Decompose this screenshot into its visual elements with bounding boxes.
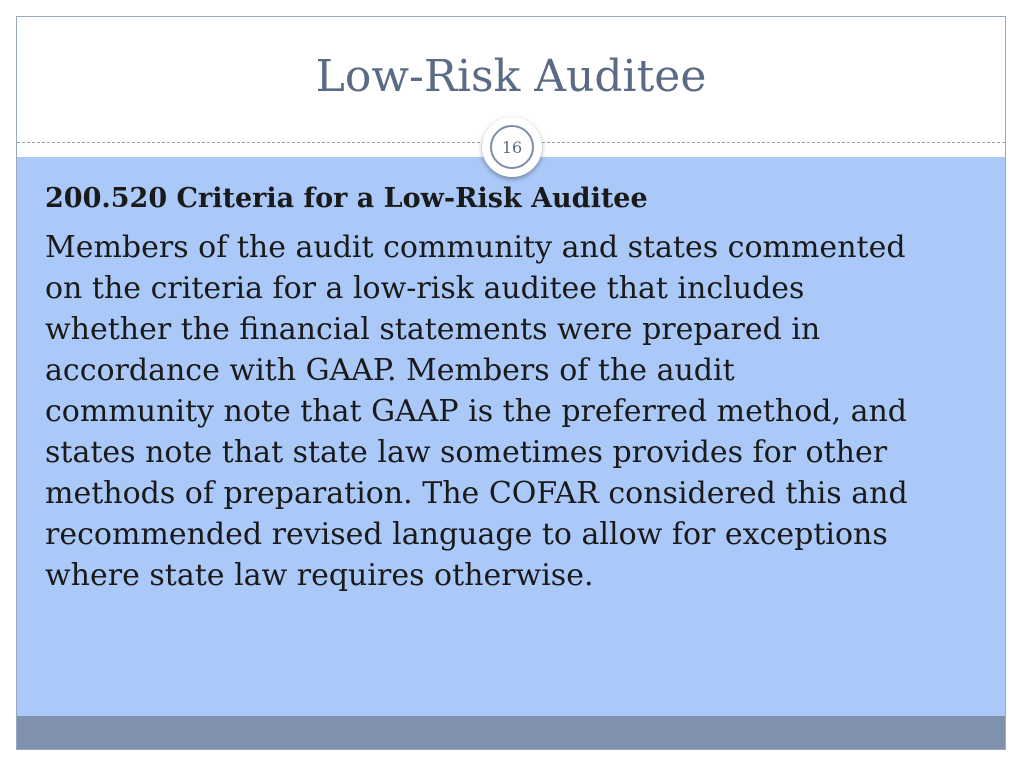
body-line: community note that GAAP is the preferred method, and: [45, 394, 907, 429]
section-heading: 200.520 Criteria for a Low-Risk Auditee: [45, 183, 648, 214]
body-line: recommended revised language to allow for exceptions: [45, 517, 888, 552]
slide-title: Low-Risk Auditee: [315, 51, 707, 102]
slide-number: 16: [490, 125, 534, 169]
body-line: whether the financial statements were prepared in: [45, 312, 821, 347]
footer-bar: [17, 716, 1005, 750]
body-line: states note that state law sometimes provides for other: [45, 435, 888, 470]
body-line: on the criteria for a low-risk auditee that includes: [45, 271, 805, 306]
body-line: Members of the audit community and states commented: [45, 230, 906, 265]
body-line: where state law requires otherwise.: [45, 558, 594, 593]
slide-number-badge: [482, 117, 542, 177]
body-line: accordance with GAAP. Members of the audit: [45, 353, 735, 388]
body-paragraph: [45, 227, 985, 596]
slide: [16, 16, 1006, 750]
body-line: methods of preparation. The COFAR considered this and: [45, 476, 908, 511]
